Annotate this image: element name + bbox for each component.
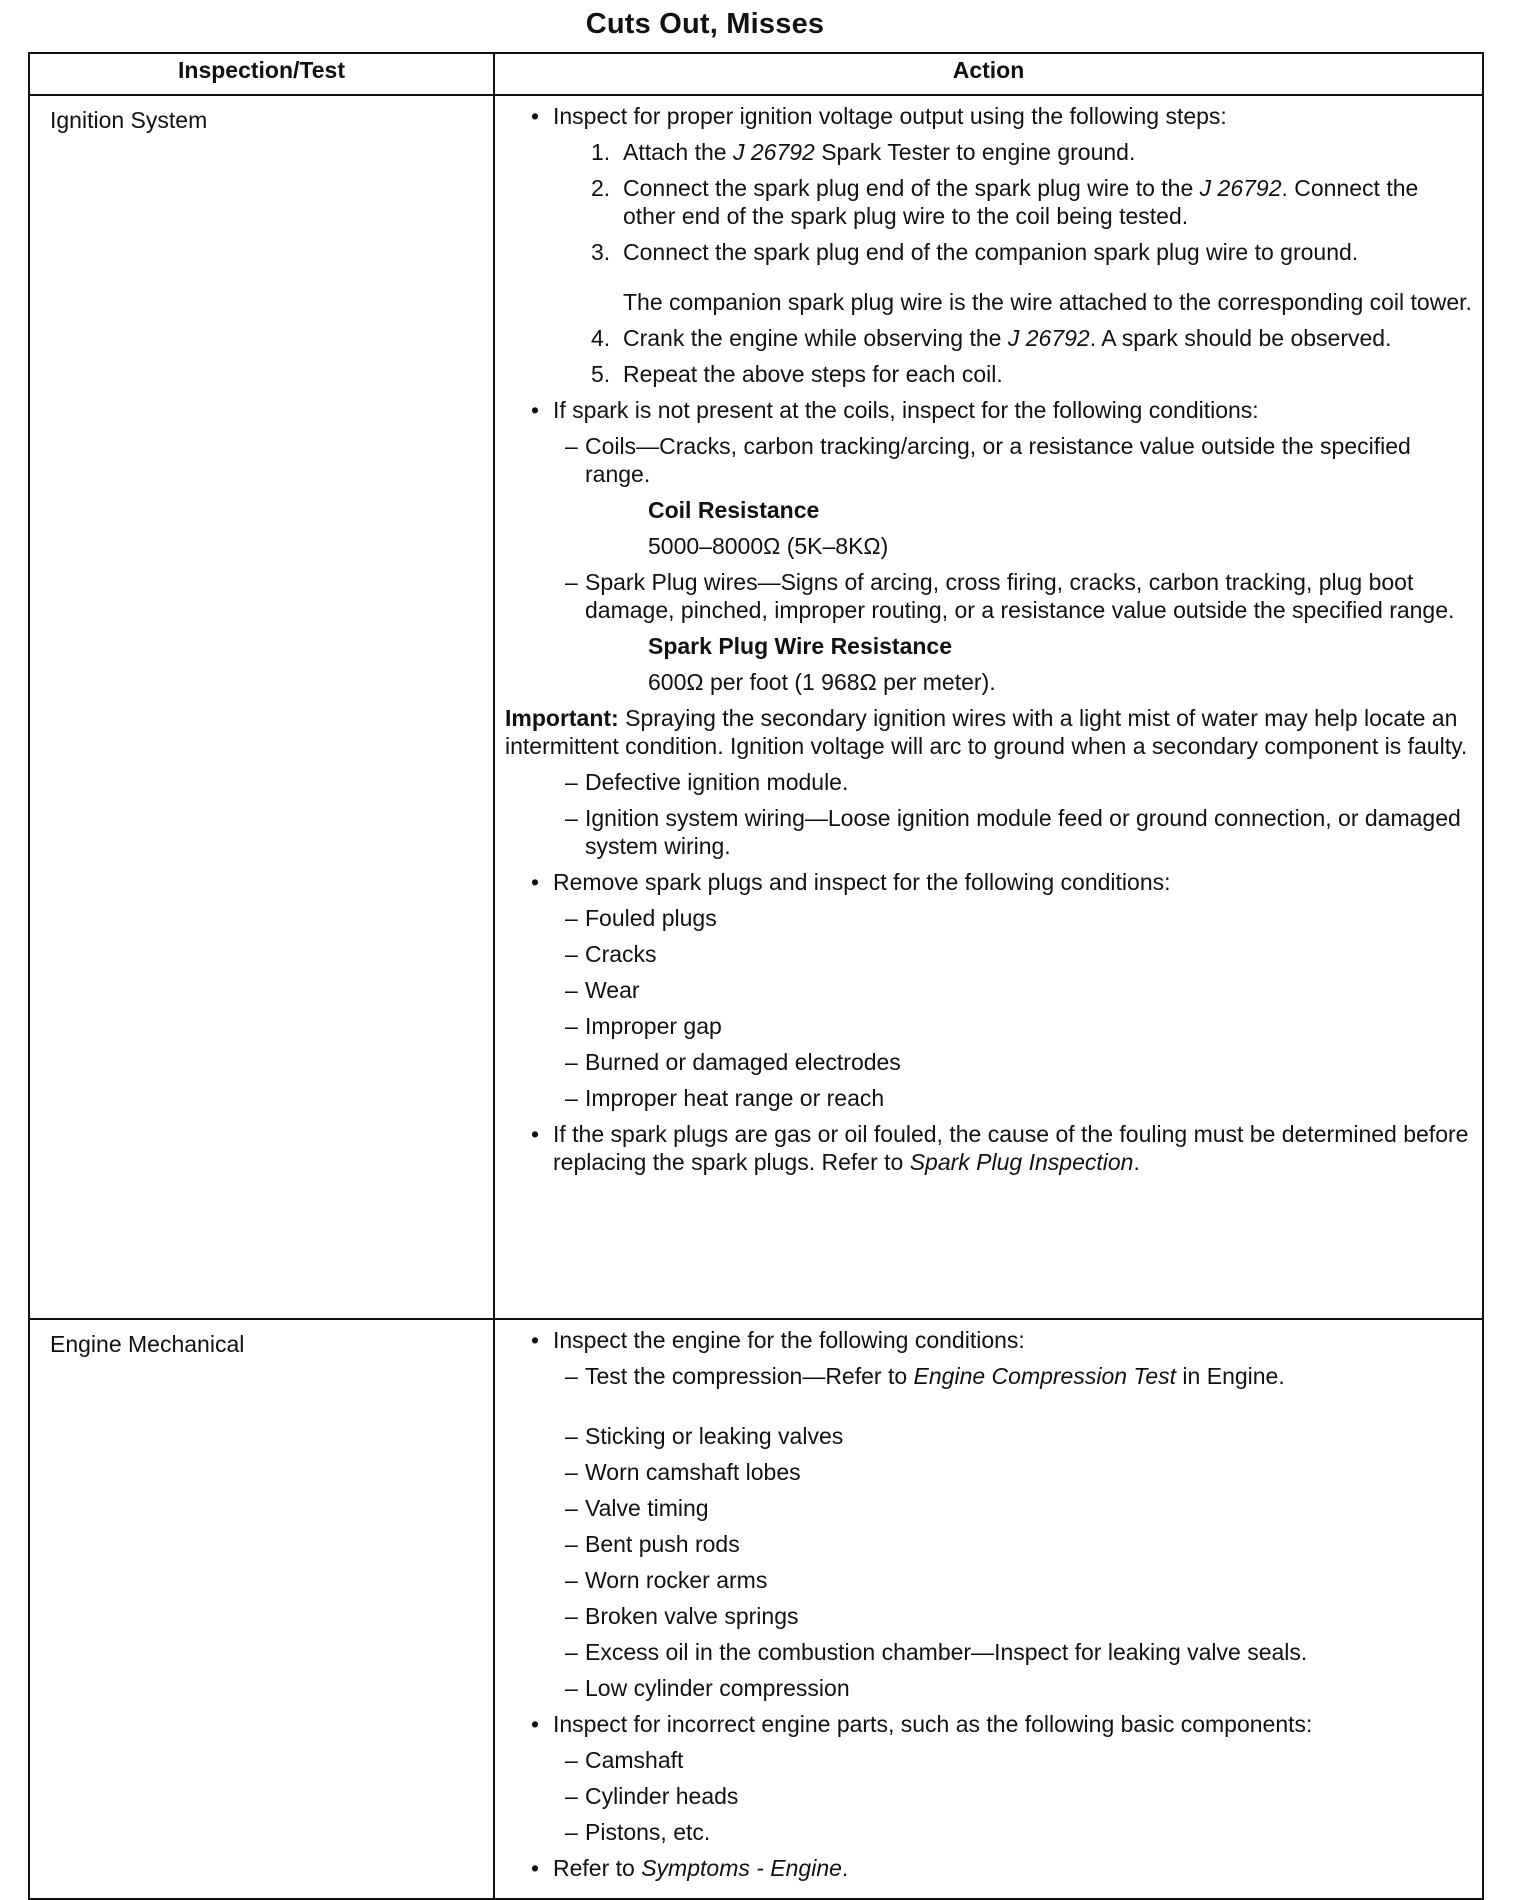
table-header-row [29,53,1483,95]
bullet-item: • If spark is not present at the coils, inspect for the following conditions: [505,396,1476,424]
step-item: 4. Crank the engine while observing the J 26792. A spark should be observed. [591,325,1392,351]
list-item: – Worn rocker arms [505,1566,1476,1594]
list-item: – Camshaft [505,1746,1476,1774]
wire-resistance-heading: Spark Plug Wire Resistance [648,633,953,659]
list-item: – Fouled plugs [505,904,1476,932]
bullet-item: • Inspect for proper ignition voltage output using the following steps: [505,102,1476,130]
row-label-ignition: Ignition System [29,95,494,1319]
list-item: – Valve timing [505,1494,1476,1522]
column-header-action: Action [494,53,1483,95]
list-item: – Cracks [505,940,1476,968]
dash-item: – Ignition system wiring—Loose ignition module feed or ground connection, or damaged system wiring. [505,804,1476,860]
list-item: – Improper gap [505,1012,1476,1040]
list-item: – Burned or damaged electrodes [505,1048,1476,1076]
list-item: – Broken valve springs [505,1602,1476,1630]
list-item: – Cylinder heads [505,1782,1476,1810]
bullet-item: • Inspect for incorrect engine parts, such as the following basic components: [505,1710,1476,1738]
action-cell-ignition [494,95,1483,1319]
row-label-engine-mechanical: Engine Mechanical [29,1319,494,1899]
wire-resistance-value: 600Ω per foot (1 968Ω per meter). [648,669,996,695]
step-item: 2. Connect the spark plug end of the spark plug wire to the J 26792. Connect the other end of the spark plug wire to the coil being tested. [591,175,1419,229]
step-item: 3. Connect the spark plug end of the companion spark plug wire to ground. [591,239,1359,265]
page-title: Cuts Out, Misses [585,8,825,40]
list-item: – Low cylinder compression [505,1674,1476,1702]
coil-resistance-heading: Coil Resistance [648,497,820,523]
step-note: The companion spark plug wire is the wire attached to the corresponding coil tower. [623,289,1472,315]
list-item: – Sticking or leaking valves [505,1422,1476,1450]
step-item: 5. Repeat the above steps for each coil. [591,361,1003,387]
dash-item: – Defective ignition module. [505,768,1476,796]
list-item: – Excess oil in the combustion chamber—Inspect for leaking valve seals. [505,1638,1476,1666]
important-note: Important: Spraying the secondary ignition wires with a light mist of water may help locate an intermittent condition. Ignition voltage will arc to ground when a secondary component is faulty. [505,705,1468,759]
list-item: – Pistons, etc. [505,1818,1476,1846]
diagnostic-table [28,52,1484,1900]
list-item: – Improper heat range or reach [505,1084,1476,1112]
list-item: – Wear [505,976,1476,1004]
dash-item: – Coils—Cracks, carbon tracking/arcing, or a resistance value outside the specified range. [505,432,1476,488]
action-cell-engine-mechanical [494,1319,1483,1899]
dash-item: – Spark Plug wires—Signs of arcing, cross firing, cracks, carbon tracking, plug boot damage, pinched, improper routing, or a resistance value outside the specified range. [505,568,1476,624]
bullet-item: • If the spark plugs are gas or oil fouled, the cause of the fouling must be determined before replacing the spark plugs. Refer to Spark Plug Inspection. [505,1120,1476,1176]
dash-item: – Test the compression—Refer to Engine Compression Test in Engine. [505,1362,1476,1390]
bullet-item: • Inspect the engine for the following conditions: [505,1326,1476,1354]
table-row-engine-mechanical [29,1319,1483,1899]
bullet-item: • Refer to Symptoms - Engine. [505,1854,1476,1882]
coil-resistance-value: 5000–8000Ω (5K–8KΩ) [648,533,889,559]
bullet-item: • Remove spark plugs and inspect for the following conditions: [505,868,1476,896]
list-item: – Worn camshaft lobes [505,1458,1476,1486]
column-header-inspection: Inspection/Test [29,53,494,95]
step-item: 1. Attach the J 26792 Spark Tester to engine ground. [591,139,1136,165]
table-row-ignition [29,95,1483,1319]
list-item: – Bent push rods [505,1530,1476,1558]
